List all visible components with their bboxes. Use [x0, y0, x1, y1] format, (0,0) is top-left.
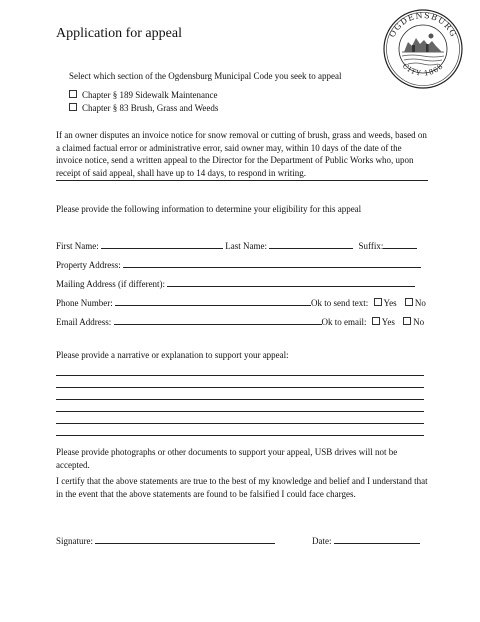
property-address-field[interactable]	[123, 259, 421, 268]
narrative-line[interactable]	[56, 375, 424, 376]
option-chapter-189[interactable]	[69, 89, 217, 101]
mailing-address-row	[56, 278, 415, 290]
narrative-line[interactable]	[56, 387, 424, 388]
option-chapter-83[interactable]	[69, 102, 218, 114]
first-name-field[interactable]	[101, 240, 223, 249]
text-no-label: No	[414, 298, 426, 308]
first-name-label: First Name:	[56, 241, 99, 251]
ok-email-label: Ok to email:	[321, 317, 367, 327]
email-yes-checkbox[interactable]	[372, 317, 380, 325]
option-label: Chapter § 83 Brush, Grass and Weeds	[82, 103, 219, 113]
email-yes-label: Yes	[381, 317, 395, 327]
suffix-field[interactable]	[383, 240, 417, 249]
narrative-line[interactable]	[56, 435, 424, 436]
email-label: Email Address:	[56, 317, 112, 327]
narrative-prompt: Please provide a narrative or explanation to support your appeal:	[56, 350, 289, 360]
property-address-row	[56, 259, 421, 271]
policy-paragraph: If an owner disputes an invoice notice for snow removal or cutting of brush, grass and weeds, based on a claimed factual error or administrative error, said owner may, within 10 days of the date of the invoice notice, send a written appeal to the Director for the Department of Public Works who, upon receipt of said appeal, shall have up to 14 days, to respond in writing.	[56, 130, 427, 178]
date-row	[312, 535, 420, 547]
name-row	[56, 240, 417, 252]
date-field[interactable]	[334, 535, 420, 544]
text-yes-checkbox[interactable]	[374, 298, 382, 306]
section-divider	[56, 180, 428, 181]
text-yes-label: Yes	[383, 298, 397, 308]
narrative-line[interactable]	[56, 423, 424, 424]
suffix-label: Suffix:	[358, 241, 384, 251]
text-no-checkbox[interactable]	[405, 298, 413, 306]
seal-bottom-text: CITY 1868	[400, 62, 446, 78]
signature-field[interactable]	[95, 535, 275, 544]
signature-label: Signature:	[56, 536, 93, 546]
last-name-field[interactable]	[269, 240, 353, 249]
mailing-address-field[interactable]	[167, 278, 415, 287]
mailing-address-label: Mailing Address (if different):	[56, 279, 166, 289]
page-title: Application for appeal	[56, 26, 182, 41]
email-no-checkbox[interactable]	[403, 317, 411, 325]
phone-row	[56, 297, 426, 309]
email-field[interactable]	[114, 316, 322, 325]
signature-row	[56, 535, 275, 547]
date-label: Date:	[312, 536, 332, 546]
section-prompt: Select which section of the Ogdensburg Municipal Code you seek to appeal	[69, 71, 342, 81]
phone-field[interactable]	[115, 297, 311, 306]
city-seal	[382, 8, 464, 90]
certification-statement: I certify that the above statements are true to the best of my knowledge and belief and I understand that in the event that the above statements are found to be falsified I could face charges.	[56, 476, 428, 499]
documents-instruction: Please provide photographs or other documents to support your appeal, USB drives will not be accepted.	[56, 447, 398, 470]
checkbox[interactable]	[69, 103, 77, 111]
email-row	[56, 316, 424, 328]
narrative-line[interactable]	[56, 411, 424, 412]
ok-text-label: Ok to send text:	[311, 298, 369, 308]
eligibility-prompt: Please provide the following information to determine your eligibility for this appeal	[56, 204, 362, 214]
property-address-label: Property Address:	[56, 260, 121, 270]
email-no-label: No	[413, 317, 425, 327]
narrative-line[interactable]	[56, 399, 424, 400]
checkbox[interactable]	[69, 90, 77, 98]
option-label: Chapter § 189 Sidewalk Maintenance	[82, 90, 218, 100]
seal-top-text: OGDENSBURG	[387, 10, 459, 39]
last-name-label: Last Name:	[225, 241, 267, 251]
phone-label: Phone Number:	[56, 298, 113, 308]
